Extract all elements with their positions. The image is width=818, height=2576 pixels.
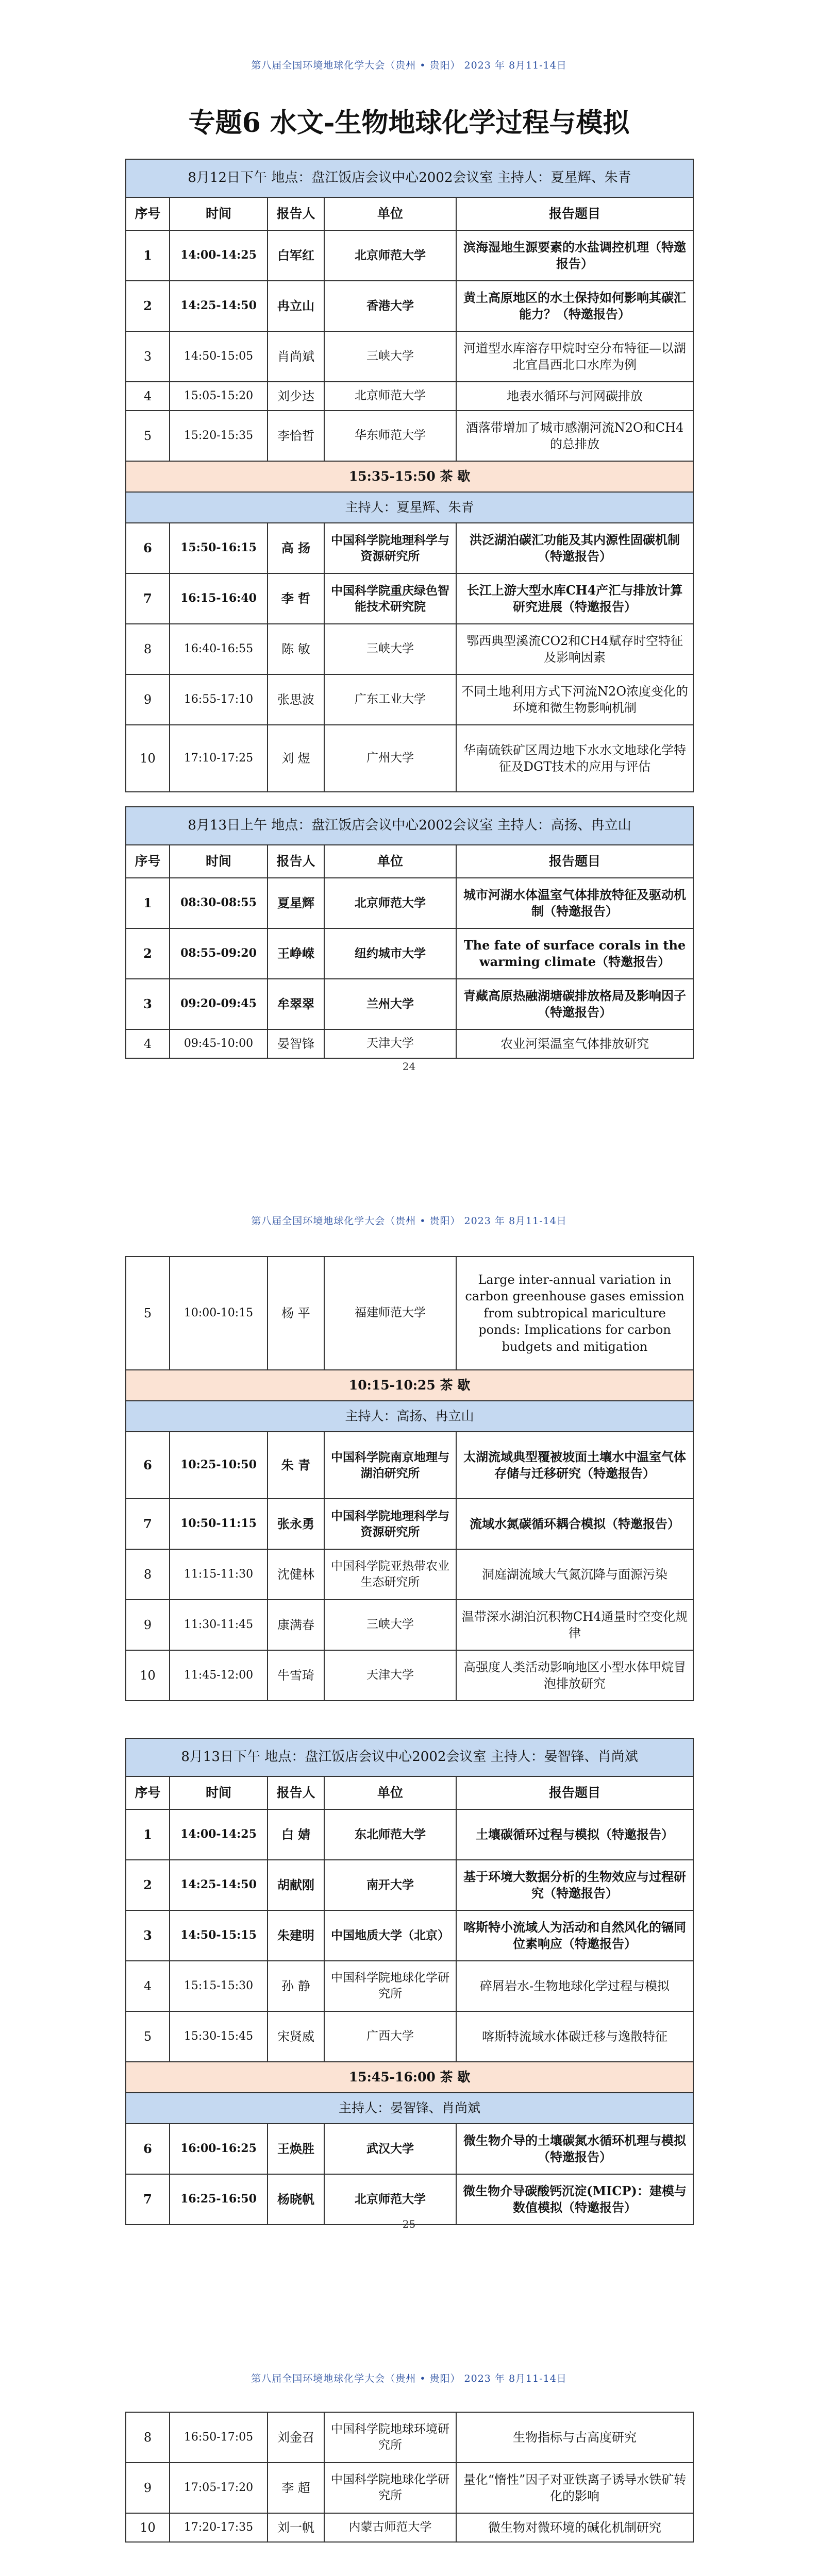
table-row: 7 16:25-16:50 杨晓帆 北京师范大学 微生物介导碳酸钙沉淀(MICP)：建模与数值模拟（特邀报告） bbox=[126, 2174, 693, 2225]
running-head: 第八届全国环境地球化学大会（贵州 • 贵阳） 2023 年 8月11-14日 bbox=[251, 60, 567, 71]
session-header: 8月13日上午 地点：盘江饭店会议中心2002会议室 主持人：高扬、冉立山 bbox=[126, 807, 693, 845]
table-row: 3 14:50-15:15 朱建明 中国地质大学（北京） 喀斯特小流域人为活动和自然风化的镉同位素响应（特邀报告） bbox=[126, 1910, 693, 1961]
page-number: 25 bbox=[402, 2218, 416, 2230]
column-header-row: 序号 时间 报告人 单位 报告题目 bbox=[126, 845, 693, 878]
schedule-table-aug13-pm bbox=[125, 1738, 694, 2225]
table-row: 9 16:55-17:10 张思波 广东工业大学 不同土地利用方式下河流N2O浓度变化的环境和微生物影响机制 bbox=[126, 674, 693, 725]
table-row: 4 15:05-15:20 刘少达 北京师范大学 地表水循环与河网碳排放 bbox=[126, 382, 693, 411]
table-row: 6 15:50-16:15 高 扬 中国科学院地理科学与资源研究所 洪泛湖泊碳汇功能及其内源性固碳机制（特邀报告） bbox=[126, 523, 693, 573]
table-row: 1 08:30-08:55 夏星辉 北京师范大学 城市河湖水体温室气体排放特征及驱动机制（特邀报告） bbox=[126, 878, 693, 928]
host-row: 主持人：夏星辉、朱青 bbox=[126, 492, 693, 523]
column-header-row: 序号 时间 报告人 单位 报告题目 bbox=[126, 197, 693, 230]
table-row: 1 14:00-14:25 白军红 北京师范大学 滨海湿地生源要素的水盐调控机理（特邀报告） bbox=[126, 230, 693, 281]
table-row: 10 11:45-12:00 牛雪琦 天津大学 高强度人类活动影响地区小型水体甲烷冒泡排放研究 bbox=[126, 1650, 693, 1701]
tea-break-row: 15:45-16:00 茶 歇 bbox=[126, 2062, 693, 2093]
table-row: 2 14:25-14:50 胡献刚 南开大学 基于环境大数据分析的生物效应与过程研究（特邀报告） bbox=[126, 1860, 693, 1910]
schedule-table-aug12-pm bbox=[125, 159, 694, 792]
host-row: 主持人：晏智锋、肖尚斌 bbox=[126, 2093, 693, 2124]
table-row: 6 16:00-16:25 王焕胜 武汉大学 微生物介导的土壤碳氮水循环机理与模拟（特邀报告） bbox=[126, 2124, 693, 2174]
table-row: 1 14:00-14:25 白 婧 东北师范大学 土壤碳循环过程与模拟（特邀报告） bbox=[126, 1809, 693, 1860]
schedule-table-aug13-am-cont bbox=[125, 1256, 694, 1701]
table-row: 8 16:50-17:05 刘金召 中国科学院地球环境研究所 生物指标与古高度研究 bbox=[126, 2412, 693, 2463]
table-row: 6 10:25-10:50 朱 青 中国科学院南京地理与湖泊研究所 太湖流域典型覆被坡面土壤水中温室气体存储与迁移研究（特邀报告） bbox=[126, 1432, 693, 1499]
tea-break-row: 10:15-10:25 茶 歇 bbox=[126, 1370, 693, 1401]
tea-break-row: 15:35-15:50 茶 歇 bbox=[126, 461, 693, 492]
table-row: 10 17:10-17:25 刘 煜 广州大学 华南硫铁矿区周边地下水水文地球化学特征及DGT技术的应用与评估 bbox=[126, 725, 693, 792]
session-header: 8月12日下午 地点：盘江饭店会议中心2002会议室 主持人：夏星辉、朱青 bbox=[126, 159, 693, 197]
table-row: 2 08:55-09:20 王峥嵘 纽约城市大学 The fate of surface corals in the warming climate（特邀报告） bbox=[126, 928, 693, 979]
table-row: 9 11:30-11:45 康满春 三峡大学 温带深水湖泊沉积物CH4通量时空变化规律 bbox=[126, 1600, 693, 1650]
table-row: 8 11:15-11:30 沈健林 中国科学院亚热带农业生态研究所 洞庭湖流域大气氮沉降与面源污染 bbox=[126, 1549, 693, 1600]
table-row: 5 10:00-10:15 杨 平 福建师范大学 Large inter-annual variation in carbon greenhouse gases emission from subtropical mariculture ponds: Implications for carbon budgets and mitigation bbox=[126, 1257, 693, 1370]
table-row: 4 15:15-15:30 孙 静 中国科学院地球化学研究所 碎屑岩水-生物地球化学过程与模拟 bbox=[126, 1961, 693, 2011]
table-row: 10 17:20-17:35 刘一帆 内蒙古师范大学 微生物对微环境的碱化机制研究 bbox=[126, 2513, 693, 2542]
table-row: 3 09:20-09:45 牟翠翠 兰州大学 青藏高原热融湖塘碳排放格局及影响因子（特邀报告） bbox=[126, 979, 693, 1029]
page-25 bbox=[0, 1157, 818, 2313]
page-title: 专题6 水文-生物地球化学过程与模拟 bbox=[188, 107, 630, 139]
table-row: 4 09:45-10:00 晏智锋 天津大学 农业河渠温室气体排放研究 bbox=[126, 1029, 693, 1058]
table-row: 9 17:05-17:20 李 超 中国科学院地球化学研究所 量化“惰性”因子对亚铁离子诱导水铁矿转化的影响 bbox=[126, 2463, 693, 2513]
running-head: 第八届全国环境地球化学大会（贵州 • 贵阳） 2023 年 8月11-14日 bbox=[251, 1215, 567, 1227]
page-24 bbox=[0, 0, 818, 1157]
column-header-row: 序号 时间 报告人 单位 报告题目 bbox=[126, 1776, 693, 1809]
table-row: 5 15:30-15:45 宋贤威 广西大学 喀斯特流域水体碳迁移与逸散特征 bbox=[126, 2011, 693, 2062]
running-head: 第八届全国环境地球化学大会（贵州 • 贵阳） 2023 年 8月11-14日 bbox=[251, 2373, 567, 2384]
session-header: 8月13日下午 地点：盘江饭店会议中心2002会议室 主持人：晏智锋、肖尚斌 bbox=[126, 1738, 693, 1776]
table-row: 7 16:15-16:40 李 哲 中国科学院重庆绿色智能技术研究院 长江上游大型水库CH4产汇与排放计算研究进展（特邀报告） bbox=[126, 573, 693, 624]
table-row: 8 16:40-16:55 陈 敏 三峡大学 鄂西典型溪流CO2和CH4赋存时空特征及影响因素 bbox=[126, 624, 693, 674]
table-row: 7 10:50-11:15 张永勇 中国科学院地理科学与资源研究所 流域水氮碳循环耦合模拟（特邀报告） bbox=[126, 1499, 693, 1549]
schedule-table-aug13-pm-cont bbox=[125, 2412, 694, 2543]
table-row: 2 14:25-14:50 冉立山 香港大学 黄土高原地区的水土保持如何影响其碳汇能力？（特邀报告） bbox=[126, 281, 693, 331]
table-row: 5 15:20-15:35 李恰哲 华东师范大学 酒落带增加了城市感潮河流N2O和CH4的总排放 bbox=[126, 411, 693, 461]
page-number: 24 bbox=[402, 1060, 416, 1073]
page-26 bbox=[0, 2313, 818, 2576]
table-row: 3 14:50-15:05 肖尚斌 三峡大学 河道型水库溶存甲烷时空分布特征—以湖北宜昌西北口水库为例 bbox=[126, 331, 693, 382]
host-row: 主持人：高扬、冉立山 bbox=[126, 1401, 693, 1432]
schedule-table-aug13-am bbox=[125, 806, 694, 1059]
